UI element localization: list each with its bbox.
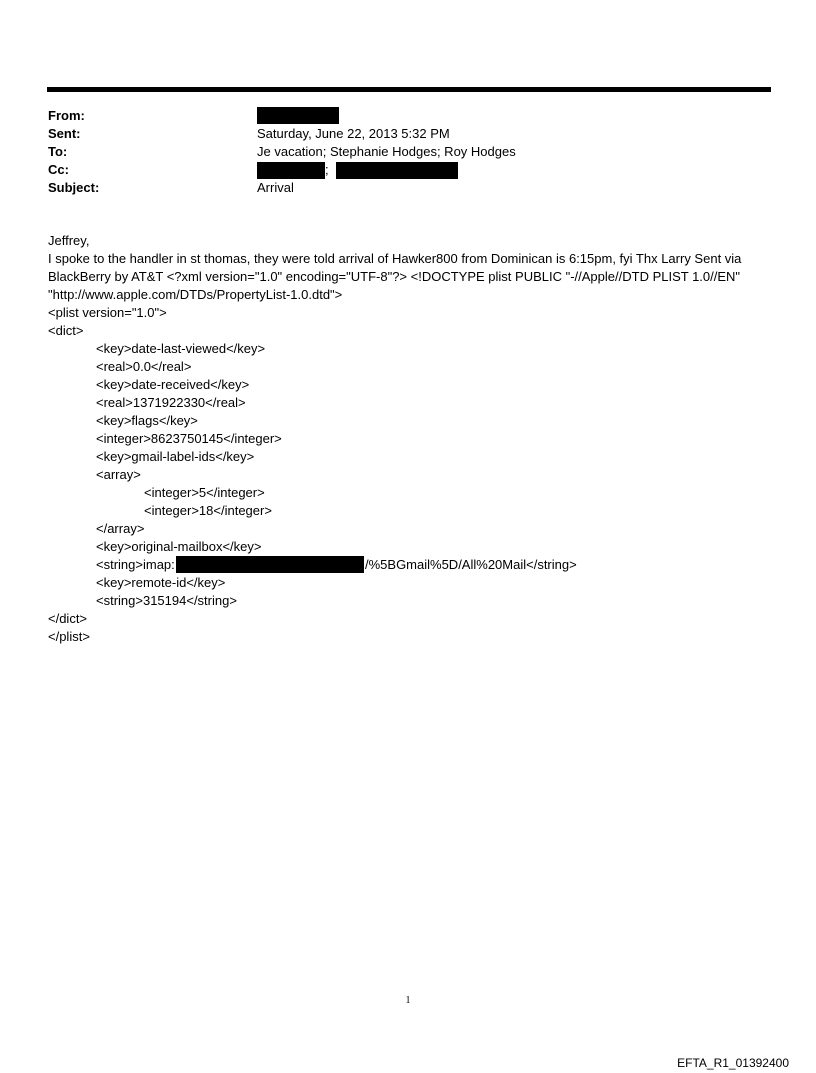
plist-line: <string>315194</string> [96, 593, 237, 608]
redaction-block [176, 556, 364, 573]
plist-line: <dict> [48, 323, 84, 338]
document-id: EFTA_R1_01392400 [677, 1056, 789, 1070]
from-label: From: [48, 108, 85, 123]
plist-line: </array> [96, 521, 145, 536]
plist-line: <string>imap: [96, 557, 175, 572]
from-value-redacted [257, 106, 339, 124]
message-paragraph: I spoke to the handler in st thomas, they were told arrival of Hawker800 from Dominican is 6:15pm, fyi Thx Larry Sent via BlackBerry by AT&T <?xml version="1.0" encoding="UTF-8"?> <!DOCTYPE plist PUBLIC "-//Apple//DTD PLIST 1.0//EN" "http://www.apple.com/DTDs/PropertyList-1.0.dtd"> [48, 251, 742, 302]
plist-line: <key>original-mailbox</key> [96, 539, 262, 554]
plist-line: <real>1371922330</real> [96, 395, 246, 410]
greeting: Jeffrey, [48, 233, 90, 248]
cc-label: Cc: [48, 162, 69, 177]
sent-label: Sent: [48, 126, 81, 141]
redaction-block [257, 162, 325, 179]
plist-line: <real>0.0</real> [96, 359, 192, 374]
redaction-block [336, 162, 458, 179]
to-label: To: [48, 144, 68, 159]
plist-line: <plist version="1.0"> [48, 305, 167, 320]
plist-line: <key>gmail-label-ids</key> [96, 449, 255, 464]
plist-line: <key>date-received</key> [96, 377, 250, 392]
plist-line: </dict> [48, 611, 88, 626]
page-number: 1 [405, 995, 411, 1006]
plist-line: <integer>18</integer> [144, 503, 272, 518]
cc-separator: ; [325, 162, 329, 177]
plist-line: <array> [96, 467, 141, 482]
plist-line: <integer>8623750145</integer> [96, 431, 282, 446]
plist-line: </plist> [48, 629, 90, 644]
plist-line: <key>flags</key> [96, 413, 198, 428]
plist-line: <integer>5</integer> [144, 485, 265, 500]
plist-line: <key>remote-id</key> [96, 575, 226, 590]
header-rule [47, 87, 771, 92]
subject-value: Arrival [257, 180, 294, 195]
to-value: Je vacation; Stephanie Hodges; Roy Hodges [257, 144, 516, 159]
sent-value: Saturday, June 22, 2013 5:32 PM [257, 126, 450, 141]
subject-label: Subject: [48, 180, 100, 195]
redaction-block [257, 107, 339, 124]
plist-line: /%5BGmail%5D/All%20Mail</string> [365, 557, 577, 572]
plist-line: <key>date-last-viewed</key> [96, 341, 266, 356]
cc-value-redacted [257, 161, 458, 179]
